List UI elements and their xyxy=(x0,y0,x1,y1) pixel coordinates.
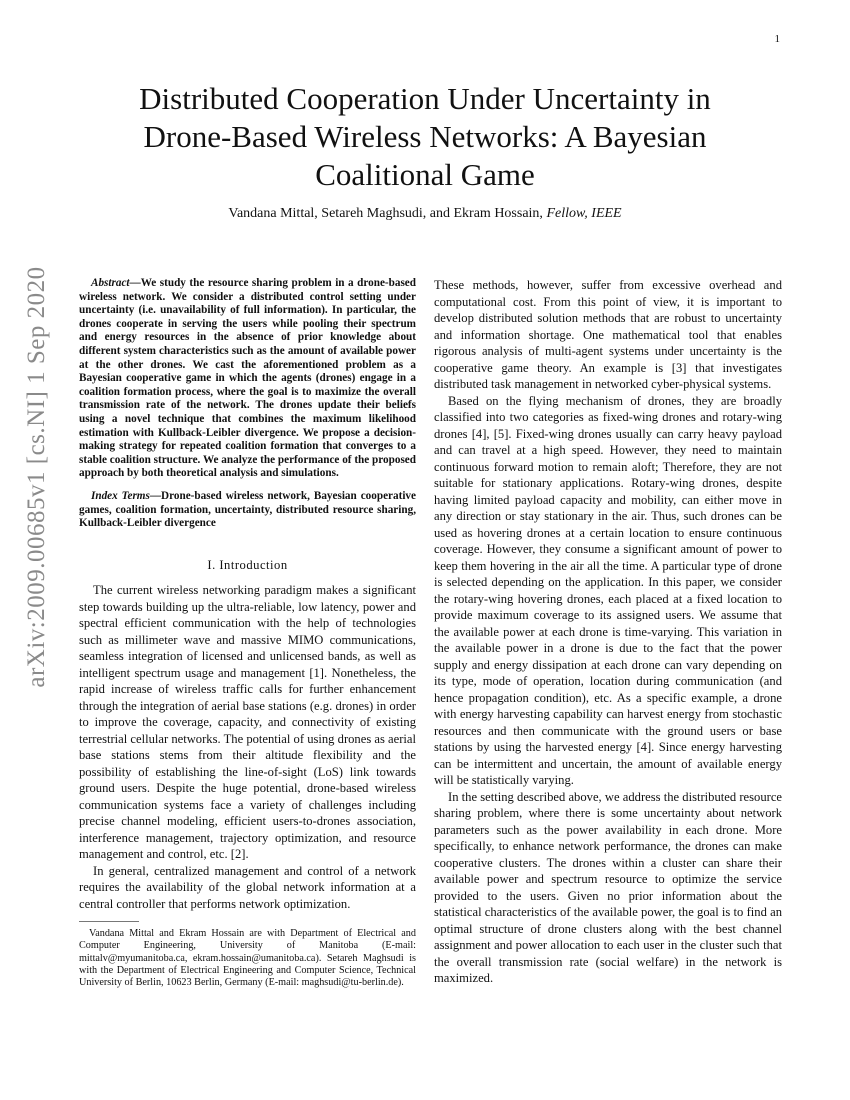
author-names: Vandana Mittal, Setareh Maghsudi, and Ekram Hossain, xyxy=(228,206,543,221)
abstract-text: —We study the resource sharing problem in a drone-based wireless network. We consider a distributed control setting under uncertainty (i.e. unavailability of full information). In particular, the drones cooperate in serving the users while pooling their spectrum and energy resources in the absence of prior knowledge about different system characteristics such as the amount of available power at the other drones. We cast the aforementioned problem as a Bayesian cooperative game in which the agents (drones) engage in a coalition formation process, where the goal is to maximize the overall transmission rate of the network. The drones update their beliefs using a novel technique that combines the maximum likelihood estimation with Kullback-Leibler divergence. We propose a decision-making strategy for repeated coalition formation that converges to a stable coalition structure. We analyze the performance of the proposed approach by both theoretical analysis and simulations. xyxy=(79,277,416,480)
body-paragraph: Based on the flying mechanism of drones, they are broadly classified into two categories as fixed-wing drones and rotary-wing drones [4], [5]. Fixed-wing drones usually can carry heavy payload and can travel at a high speed. However, they need to maintain continuous forward motion to remain aloft; Therefore, they are not suitable for stationary applications. Rotary-wing drones, despite having limited payload capacity and mobility, can either move in any direction or stay stationary in the air. Thus, such drones can be used as hovering drones at a certain location to ensure continuous coverage. However, they consume a significant amount of power to keep them hovering in the air all the time. A particular type of drone is selected depending on the application. In this paper, we consider the rotary-wing hovering drones, each placed at a fixed location to provide maximum coverage to its assigned users. We assume that the available power at each drone is time-varying. This variation in the available power in a drone is due to the fact that the power supply and energy dissipation at each drone can vary depending on its type, mode of operation, location during communication (and hence propagation condition), etc. As a specific example, a drone with energy harvesting capability can harvest energy from stochastic resources and then communicate with the ground users or base stations by using the harvested energy [4]. Since energy harvesting can be intermittent and uncertain, the amount of available energy will be statistically varying. xyxy=(434,393,782,787)
arxiv-stamp-text: arXiv:2009.00685v1 [cs.NI] 1 Sep 2020 xyxy=(23,266,50,688)
index-terms-lead: Index Terms xyxy=(91,489,150,502)
author-line xyxy=(100,206,750,222)
body-paragraph: The current wireless networking paradigm makes a significant step towards building up the ultra-reliable, low latency, power and spectral efficient communication with the help of technologies such as millimeter wave and massive MIMO communications, seamless integration of licensed and unlicensed bands, as well as intelligent spectrum usage and management [1]. Nonetheless, the rapid increase of wireless traffic calls for further enhancement through the integration of aerial base stations (e.g. drones) in order to improve the coverage, capacity, and connectivity of existing terrestrial cellular networks. The potential of using drones as aerial base stations stems from their altitude flexibility and the possibility of establishing the line-of-sight (LoS) link towards ground users. Despite the huge potential, drone-based wireless communication systems face a variety of challenges including precise channel modeling, efficient users-to-drones association, interference management, trajectory optimization, and resource management and control, etc. [2]. xyxy=(79,583,416,862)
author-footnote: Vandana Mittal and Ekram Hossain are with Department of Electrical and Computer Engineering, University of Manitoba (E-mail: mittalv@myumanitoba.ca, ekram.hossain@umanitoba.ca). Setareh Maghsudi is with the Department of Electrical Engineering and Computer Science, Technical University of Berlin, 10623 Berlin, Germany (E-mail: maghsudi@tu-berlin.de). xyxy=(79,928,416,988)
left-column xyxy=(79,277,416,989)
index-terms xyxy=(79,490,416,531)
abstract xyxy=(79,277,416,481)
paper-title: Distributed Cooperation Under Uncertainty in Drone-Based Wireless Networks: A Bayesian Coalitional Game xyxy=(139,81,711,192)
author-affiliation-mark: Fellow, IEEE xyxy=(546,206,622,221)
footnote-divider xyxy=(79,921,139,922)
body-paragraph: These methods, however, suffer from excessive overhead and computational cost. From this point of view, it is important to develop distributed solution methods that are robust to uncertainty and information shortage. One mathematical tool that enables rigorous analysis of multi-agent systems under uncertainty is the cooperative game theory. An example is [3] that investigates distributed task management in networked cyber-physical systems. xyxy=(434,278,782,391)
right-column xyxy=(434,277,782,987)
body-paragraph: In general, centralized management and control of a network requires the availability of the global network information at a central controller that performs network optimization. xyxy=(79,863,416,911)
section-heading: I. Introduction xyxy=(207,557,288,572)
page-number: 1 xyxy=(774,33,780,45)
abstract-lead: Abstract xyxy=(91,277,130,289)
arxiv-stamp xyxy=(15,266,59,688)
index-terms-text: —Drone-based wireless network, Bayesian cooperative games, coalition formation, uncertainty, distributed resource sharing, Kullback-Leibler divergence xyxy=(79,489,416,530)
body-paragraph: In the setting described above, we address the distributed resource sharing problem, where there is some uncertainty about network parameters such as the power availability in each drone. More specifically, to enhance network performance, the drones can make cooperative clusters. The drones within a cluster can share their available power and spectrum resource to optimize the service provided to the users. Given no prior information about the statistical characteristics of the available power, the goal is to find an optimal structure of drone clusters along with the best channel assignment and power allocation to each user in the cluster such that the overall transmission rate (social welfare) in the network is maximized. xyxy=(434,789,782,985)
